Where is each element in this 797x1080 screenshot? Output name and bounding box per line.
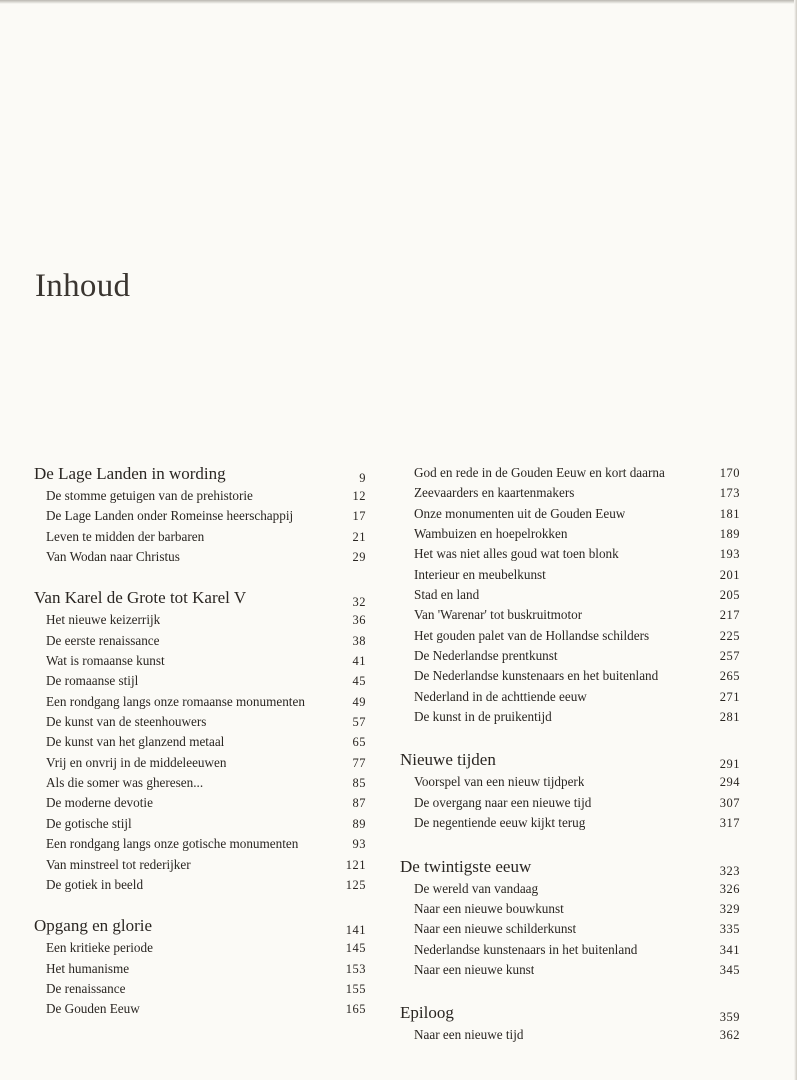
toc-entry-page: 12	[352, 489, 366, 503]
toc-entry-page: 341	[719, 942, 740, 957]
toc-entry-title: Het gouden palet van de Hollandse schilders	[414, 627, 650, 643]
toc-entry-title: Als die somer was gheresen...	[46, 775, 204, 791]
toc-entry-title: De kunst van de steenhouwers	[46, 714, 207, 730]
toc-entry[interactable]	[46, 855, 366, 875]
toc-entry-title: Zeevaarders en kaartenmakers	[414, 485, 575, 501]
toc-entry-page: 165	[345, 1002, 366, 1017]
toc-entry[interactable]	[414, 646, 740, 666]
toc-entry-title: De romaanse stijl	[46, 673, 139, 689]
toc-entry-page: 257	[719, 649, 740, 664]
toc-entry[interactable]	[414, 666, 740, 686]
toc-entry-title: De renaissance	[46, 980, 126, 996]
toc-entry-page: 317	[719, 816, 740, 831]
toc-entry[interactable]	[46, 651, 366, 671]
toc-entry[interactable]	[414, 1025, 740, 1045]
toc-entry-title: Een rondgang langs onze romaanse monumenten	[46, 693, 305, 709]
toc-entry-page: 93	[352, 837, 366, 852]
toc-entry-title: Vrij en onvrij in de middeleeuwen	[46, 754, 227, 770]
toc-entry-title: De Nederlandse prentkunst	[414, 648, 558, 664]
toc-entry-page: 193	[719, 547, 740, 562]
toc-section-page: 323	[719, 863, 740, 878]
toc-entry-page: 189	[719, 527, 740, 542]
toc-entry-page: 77	[352, 755, 366, 770]
toc-entry-title: De stomme getuigen van de prehistorie	[46, 488, 253, 503]
toc-section-items	[400, 879, 740, 981]
toc-entry-page: 21	[352, 529, 366, 544]
toc-entry-title: Wat is romaanse kunst	[46, 653, 165, 669]
toc-entry-page: 89	[352, 816, 366, 831]
toc-section-items	[34, 938, 366, 1019]
toc-entry-title: Wambuizen en hoepelrokken	[414, 526, 568, 542]
toc-entry-page: 281	[719, 710, 740, 725]
toc-section-heading[interactable]	[400, 1002, 740, 1025]
toc-entry-page: 85	[352, 776, 366, 791]
toc-entry-page: 121	[345, 857, 366, 872]
toc-entry-title: De moderne devotie	[46, 795, 153, 811]
toc-section-heading[interactable]	[400, 749, 740, 772]
toc-entry-title: Van 'Warenar' tot buskruitmotor	[414, 607, 583, 623]
toc-entry[interactable]	[46, 814, 366, 834]
toc-entry[interactable]	[414, 565, 740, 585]
toc-entry-title: De gotische stijl	[46, 815, 132, 831]
toc-entry-title: De Nederlandse kunstenaars en het buitenland	[414, 668, 659, 684]
toc-entry-title: God en rede in de Gouden Eeuw en kort daarna	[414, 465, 665, 480]
toc-section-page: 291	[719, 757, 740, 772]
toc-entry[interactable]	[414, 544, 740, 564]
toc-entry-page: 29	[352, 550, 366, 565]
toc-section	[34, 587, 366, 895]
section-gap	[400, 834, 740, 856]
toc-entry-title: De wereld van vandaag	[414, 880, 539, 896]
toc-entry-title: Het humanisme	[46, 960, 130, 976]
toc-right-column	[400, 463, 740, 1046]
toc-entry-title: Voorspel van een nieuw tijdperk	[414, 774, 585, 790]
toc-entry-page: 271	[719, 689, 740, 704]
toc-entry[interactable]	[414, 960, 740, 980]
toc-entry[interactable]	[414, 772, 740, 792]
toc-section	[34, 915, 366, 1019]
toc-entry[interactable]	[46, 793, 366, 813]
toc-entry[interactable]	[414, 919, 740, 939]
toc-section-heading[interactable]	[400, 856, 740, 879]
toc-section-title: Epiloog	[400, 1003, 454, 1023]
toc-entry-page: 36	[352, 613, 366, 628]
toc-entry[interactable]	[414, 813, 740, 833]
toc-section-heading[interactable]	[34, 463, 366, 486]
toc-section-page: 9	[359, 471, 366, 485]
toc-entry-page: 265	[719, 669, 740, 684]
toc-entry-title: Naar een nieuwe kunst	[414, 961, 535, 977]
toc-entry-title: Naar een nieuwe schilderkunst	[414, 921, 577, 937]
toc-entry[interactable]	[46, 527, 366, 547]
toc-entry-page: 145	[345, 941, 366, 956]
page-title: Inhoud	[35, 268, 131, 304]
toc-entry-page: 326	[719, 881, 740, 896]
toc-entry-page: 17	[352, 509, 366, 524]
toc-entry-title: Het nieuwe keizerrijk	[46, 612, 161, 628]
toc-entry-page: 201	[719, 567, 740, 582]
toc-entry[interactable]	[414, 605, 740, 625]
toc-entry[interactable]	[46, 999, 366, 1019]
toc-entry-page: 181	[719, 506, 740, 521]
toc-entry-page: 362	[719, 1028, 740, 1043]
toc-section	[400, 856, 740, 981]
section-gap	[34, 895, 366, 915]
toc-entry-page: 57	[352, 715, 366, 730]
toc-entry-title: Nederland in de achttiende eeuw	[414, 688, 587, 704]
toc-entry-title: De eerste renaissance	[46, 632, 160, 648]
toc-entry-page: 205	[719, 588, 740, 603]
toc-section-page: 141	[345, 923, 366, 938]
section-gap	[400, 727, 740, 749]
toc-entry-page: 335	[719, 922, 740, 937]
toc-entry-title: Interieur en meubelkunst	[414, 566, 546, 582]
toc-section-title: Opgang en glorie	[34, 916, 153, 936]
toc-section-items	[400, 1025, 740, 1045]
toc-entry[interactable]	[46, 610, 366, 630]
toc-entry[interactable]	[46, 938, 366, 958]
toc-entry-title: Het was niet alles goud wat toen blonk	[414, 546, 619, 562]
toc-entry-page: 153	[345, 961, 366, 976]
toc-entry[interactable]	[46, 875, 366, 895]
toc-section-title: De twintigste eeuw	[400, 856, 532, 876]
toc-entry-page: 49	[352, 694, 366, 709]
toc-entry[interactable]	[414, 463, 740, 483]
toc-entry-page: 41	[352, 654, 366, 669]
toc-entry-title: De negentiende eeuw kijkt terug	[414, 815, 586, 831]
toc-entry[interactable]	[46, 486, 366, 506]
toc-entry-title: De gotiek in beeld	[46, 876, 144, 892]
section-gap	[400, 980, 740, 1002]
toc-entry-title: Stad en land	[414, 587, 480, 603]
toc-entry[interactable]	[46, 547, 366, 567]
toc-entry-title: Naar een nieuwe bouwkunst	[414, 900, 564, 916]
toc-entry[interactable]	[46, 712, 366, 732]
toc-entry-page: 329	[719, 901, 740, 916]
toc-section-title: De Lage Landen in wording	[34, 464, 226, 483]
page-edge-top	[0, 0, 797, 4]
toc-entry-title: Leven te midden der barbaren	[46, 528, 205, 544]
toc-entry-page: 155	[345, 981, 366, 996]
toc-entry-page: 307	[719, 795, 740, 810]
toc-entry-title: Onze monumenten uit de Gouden Eeuw	[414, 505, 626, 521]
toc-entry[interactable]	[414, 483, 740, 503]
toc-entry[interactable]	[414, 899, 740, 919]
toc-entry[interactable]	[414, 504, 740, 524]
toc-entry-title: Nederlandse kunstenaars in het buitenland	[414, 941, 638, 957]
toc-entry[interactable]	[46, 773, 366, 793]
toc-entry-page: 345	[719, 962, 740, 977]
toc-section	[400, 1002, 740, 1045]
toc-entry[interactable]	[414, 626, 740, 646]
toc-section-page: 359	[719, 1010, 740, 1025]
toc-entry[interactable]	[46, 506, 366, 526]
toc-section-items	[400, 772, 740, 833]
toc-section-items	[34, 486, 366, 567]
toc-entry-title: De kunst in de pruikentijd	[414, 709, 552, 725]
toc-section-title: Nieuwe tijden	[400, 750, 496, 770]
toc-entry-page: 38	[352, 633, 366, 648]
toc-entry-title: Van Wodan naar Christus	[46, 549, 180, 565]
toc-entry-page: 87	[352, 796, 366, 811]
toc-entry-page: 217	[719, 608, 740, 623]
section-gap	[34, 567, 366, 587]
toc-entry-title: De overgang naar een nieuwe tijd	[414, 794, 592, 810]
toc-entry[interactable]	[46, 671, 366, 691]
toc-entry-page: 45	[352, 674, 366, 689]
toc-entry-title: Van minstreel tot rederijker	[46, 856, 191, 872]
toc-entry-title: Een rondgang langs onze gotische monumenten	[46, 836, 299, 852]
toc-section-heading[interactable]	[34, 915, 366, 938]
toc-entry-title: Naar een nieuwe tijd	[414, 1027, 524, 1043]
toc-entry-page: 170	[719, 466, 740, 480]
toc-entry-title: De Lage Landen onder Romeinse heerschappij	[46, 508, 294, 524]
toc-entry-page: 294	[719, 775, 740, 790]
toc-entry[interactable]	[46, 692, 366, 712]
toc-left-column	[34, 463, 366, 1020]
toc-entry[interactable]	[414, 940, 740, 960]
toc-entry-title: Een kritieke periode	[46, 940, 153, 956]
toc-entry[interactable]	[46, 753, 366, 773]
toc-entry-page: 173	[719, 486, 740, 501]
toc-entry[interactable]	[414, 524, 740, 544]
toc-entry[interactable]	[46, 732, 366, 752]
toc-section	[34, 463, 366, 567]
toc-section-items	[34, 610, 366, 895]
toc-entry-title: De Gouden Eeuw	[46, 1001, 140, 1017]
toc-continuation-items	[400, 463, 740, 727]
toc-entry[interactable]	[414, 585, 740, 605]
toc-section	[400, 749, 740, 833]
toc-entry[interactable]	[46, 959, 366, 979]
toc-entry[interactable]	[46, 631, 366, 651]
toc-section-title: Van Karel de Grote tot Karel V	[34, 588, 247, 608]
toc-entry-page: 225	[719, 628, 740, 643]
toc-entry-title: De kunst van het glanzend metaal	[46, 734, 225, 750]
toc-entry[interactable]	[414, 879, 740, 899]
toc-entry-page: 125	[345, 877, 366, 892]
toc-entry-page: 65	[352, 735, 366, 750]
toc-entry[interactable]	[414, 707, 740, 727]
toc-section-heading[interactable]	[34, 587, 366, 610]
toc-entry[interactable]	[414, 793, 740, 813]
toc-entry[interactable]	[46, 979, 366, 999]
toc-entry[interactable]	[46, 834, 366, 854]
toc-entry[interactable]	[414, 687, 740, 707]
toc-section-page: 32	[352, 595, 366, 610]
